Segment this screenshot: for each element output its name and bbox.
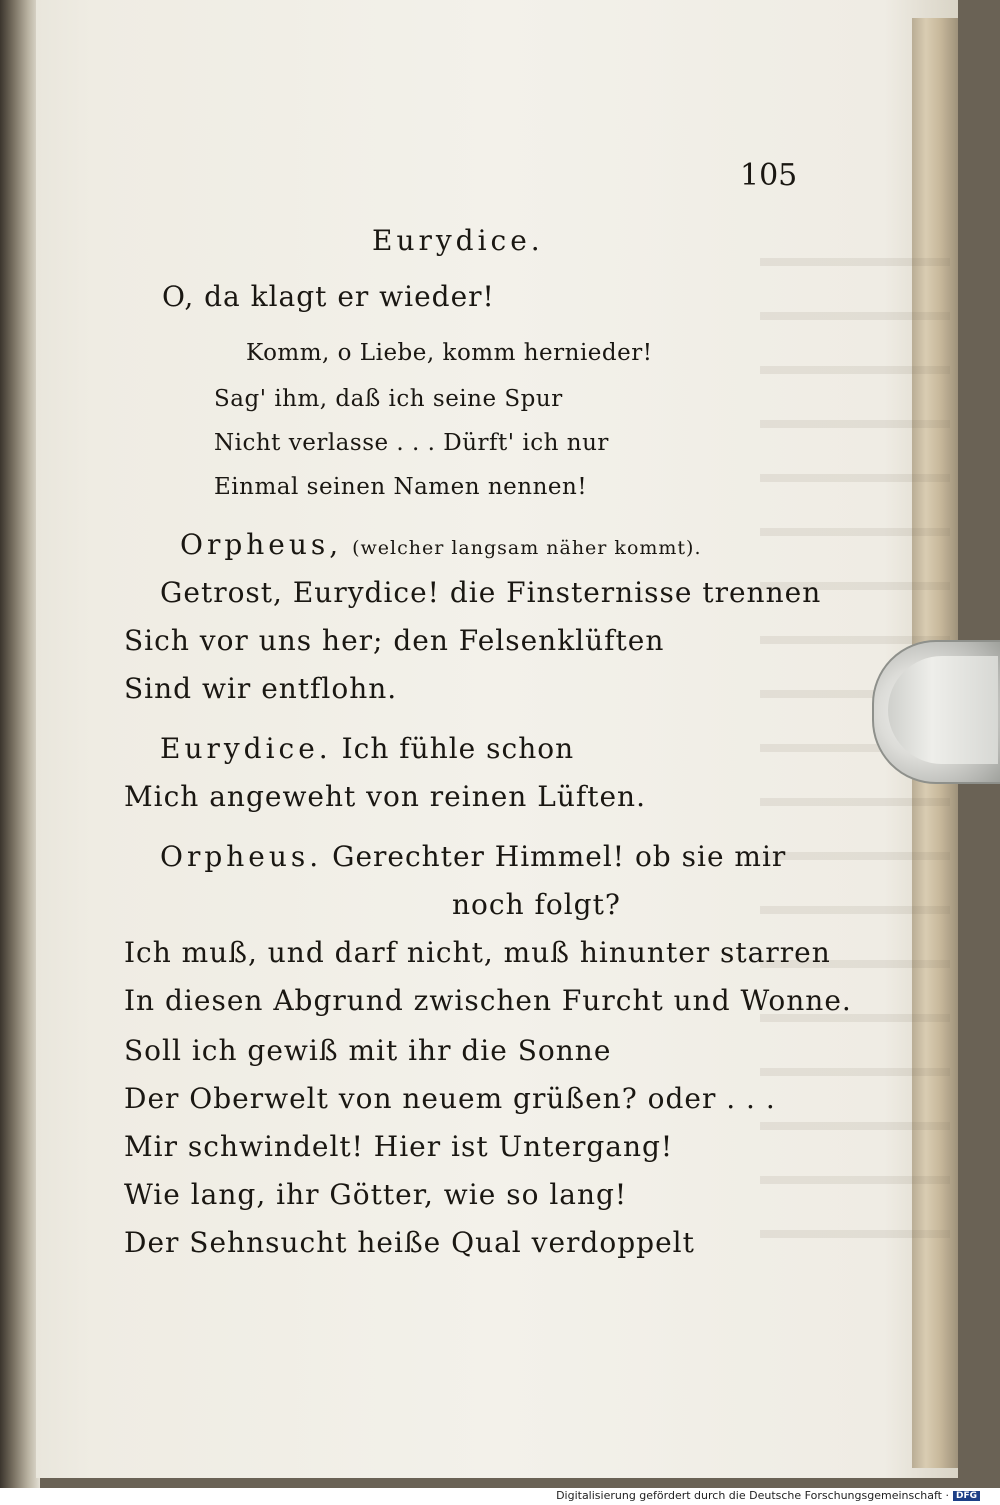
- verse-line: Ich muß, und darf nicht, muß hinunter starren: [124, 936, 831, 969]
- speaker-name: Orpheus,: [180, 528, 343, 561]
- clip-highlight: [888, 656, 998, 764]
- verse-line: Sind wir entflohn.: [124, 672, 398, 705]
- speaker-name: Eurydice.: [160, 732, 332, 765]
- speaker-line: [160, 840, 786, 873]
- verse-line: Sich vor uns her; den Felsenklüften: [124, 624, 665, 657]
- verse-line: O, da klagt er wieder!: [162, 280, 495, 313]
- speaker-line: [160, 732, 574, 765]
- stage-direction: (welcher langsam näher kommt).: [352, 537, 702, 559]
- speaker-name: Orpheus.: [160, 840, 323, 873]
- verse-line: In diesen Abgrund zwischen Furcht und Wonne.: [124, 984, 852, 1017]
- page-number: 105: [740, 158, 798, 193]
- verse-line: Mir schwindelt! Hier ist Untergang!: [124, 1130, 674, 1163]
- verse-line: Nicht verlasse . . . Dürft' ich nur: [214, 430, 609, 456]
- verse-line: Der Oberwelt von neuem grüßen? oder . . .: [124, 1082, 776, 1115]
- dfg-logo: DFG: [953, 1491, 980, 1501]
- verse-line: Mich angeweht von reinen Lüften.: [124, 780, 646, 813]
- verse-text: Gerechter Himmel! ob sie mir: [332, 840, 787, 873]
- verse-line: Getrost, Eurydice! die Finsternisse trennen: [160, 576, 822, 609]
- verse-line: noch folgt?: [452, 888, 621, 921]
- verse-line: Wie lang, ihr Götter, wie so lang!: [124, 1178, 628, 1211]
- verse-line: Der Sehnsucht heiße Qual verdoppelt: [124, 1226, 695, 1259]
- verse-line: Komm, o Liebe, komm hernieder!: [246, 340, 653, 366]
- page-clip: [872, 640, 1000, 784]
- credit-text: Digitalisierung gefördert durch die Deutsche Forschungsgemeinschaft ·: [556, 1489, 949, 1502]
- speaker-heading: Eurydice.: [372, 224, 544, 257]
- book-spine: [0, 0, 40, 1488]
- digitization-credit: [556, 1489, 980, 1502]
- verse-line: Einmal seinen Namen nennen!: [214, 474, 588, 500]
- verse-line: Sag' ihm, daß ich seine Spur: [214, 386, 563, 412]
- verse-text: Ich fühle schon: [341, 732, 575, 765]
- verse-line: Soll ich gewiß mit ihr die Sonne: [124, 1034, 612, 1067]
- speaker-line: [180, 528, 702, 561]
